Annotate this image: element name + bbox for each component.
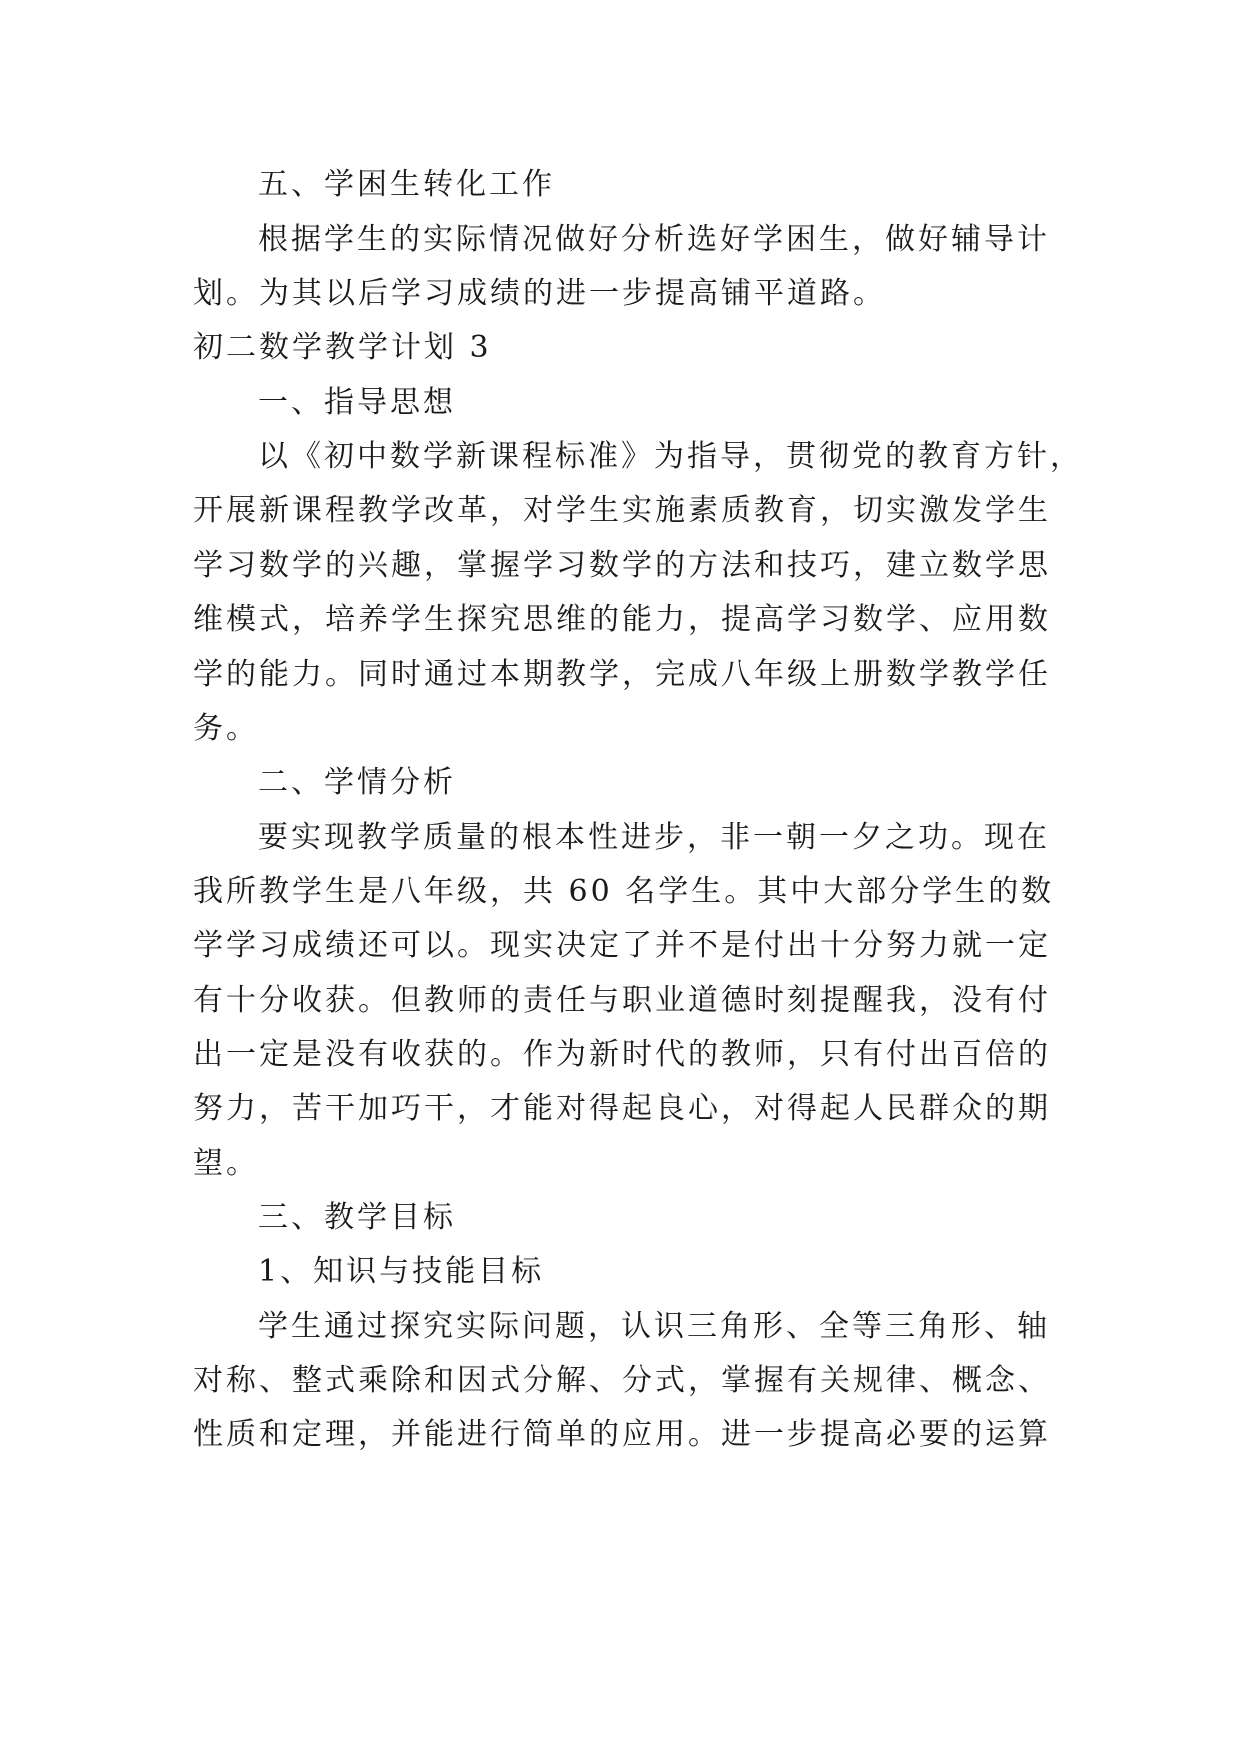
section-heading-3: 三、教学目标 [258,1200,456,1235]
section-heading-2: 二、学情分析 [258,765,456,800]
paragraph-line: 学生通过探究实际问题，认识三角形、全等三角形、轴 [258,1309,1050,1344]
paragraph-line: 学学习成绩还可以。现实决定了并不是付出十分努力就一定 [193,928,1051,963]
paragraph-line: 根据学生的实际情况做好分析选好学困生，做好辅导计 [258,222,1050,257]
paragraph-line: 性质和定理，并能进行简单的应用。进一步提高必要的运算 [193,1417,1051,1452]
paragraph-line: 务。 [193,711,259,746]
paragraph-line: 努力，苦干加巧干，才能对得起良心，对得起人民群众的期 [193,1091,1051,1126]
paragraph-line: 出一定是没有收获的。作为新时代的教师，只有付出百倍的 [193,1037,1051,1072]
paragraph-line: 对称、整式乘除和因式分解、分式，掌握有关规律、概念、 [193,1363,1051,1398]
document-title: 初二数学教学计划 3 [193,330,492,365]
paragraph-line: 维模式，培养学生探究思维的能力，提高学习数学、应用数 [193,602,1051,637]
paragraph-line: 划。为其以后学习成绩的进一步提高铺平道路。 [193,276,886,311]
paragraph-line: 有十分收获。但教师的责任与职业道德时刻提醒我，没有付 [193,983,1051,1018]
paragraph-line: 学的能力。同时通过本期教学，完成八年级上册数学教学任 [193,657,1051,692]
subsection-heading: 1、知识与技能目标 [258,1254,545,1289]
paragraph-line: 开展新课程教学改革，对学生实施素质教育，切实激发学生 [193,493,1051,528]
paragraph-line: 要实现教学质量的根本性进步，非一朝一夕之功。现在 [258,820,1050,855]
paragraph-line: 我所教学生是八年级，共 60 名学生。其中大部分学生的数 [193,874,1055,909]
section-heading-1: 一、指导思想 [258,385,456,420]
section-heading-5: 五、学困生转化工作 [258,167,555,202]
paragraph-line: 望。 [193,1146,259,1181]
paragraph-line: 以《初中数学新课程标准》为指导，贯彻党的教育方针， [258,439,1083,474]
paragraph-line: 学习数学的兴趣，掌握学习数学的方法和技巧，建立数学思 [193,548,1051,583]
